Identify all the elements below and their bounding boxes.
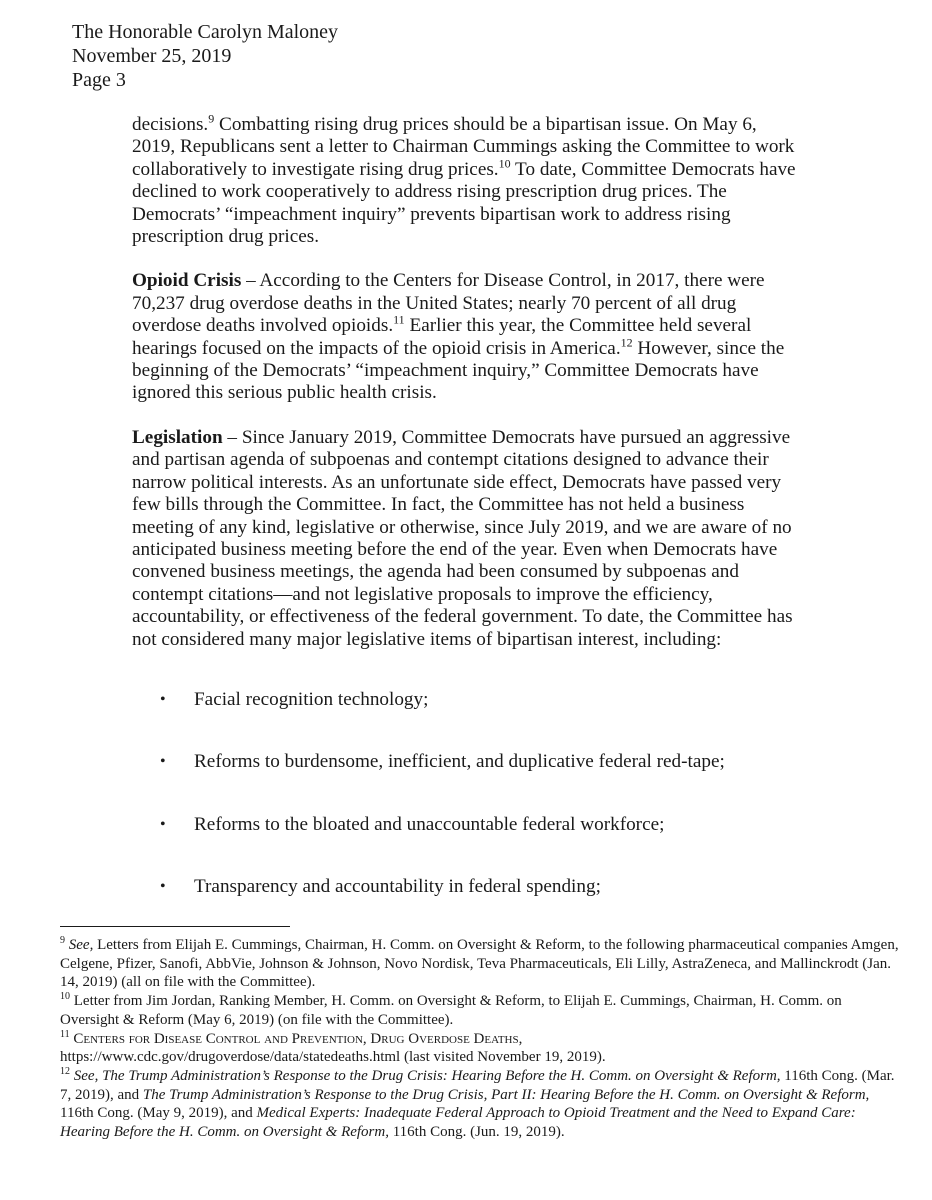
footnote-ref-12: 12 bbox=[620, 335, 633, 350]
recipient-line: The Honorable Carolyn Maloney bbox=[72, 21, 339, 43]
footnote-hearing-1: See, The Trump Administration’s Response to the Drug Crisis: Hearing Before the H. Comm. on Oversight & Reform, bbox=[73, 1067, 781, 1084]
footnote-text: Letter from Jim Jordan, Ranking Member, H. Comm. on Oversight & Reform, to Elijah E. Cummings, Chairman, H. Comm. on Oversight & Reform (May 6, 2019) (on file with the Committee). bbox=[60, 993, 842, 1028]
page-number: Page 3 bbox=[72, 69, 126, 91]
footnote-ref-9: 9 bbox=[208, 111, 215, 126]
list-item bbox=[132, 814, 804, 836]
footnote-hearing-3: Medical Experts: Inadequate Federal Approach to Opioid Treatment and the Need to Expand Care: Hearing Before the H. Comm. on Oversight & Reform, bbox=[60, 1105, 856, 1141]
paragraph-drug-prices bbox=[132, 111, 804, 248]
p1-text-b: Combatting rising drug prices should be a bipartisan issue. On May 6, 2019, Republicans sent a letter to Chairman Cummings asking the Committee to work collaboratively to investigate rising drug prices. bbox=[132, 114, 795, 180]
footnote-ref-11: 11 bbox=[393, 312, 405, 327]
footnote-text: 116th Cong. (Jun. 19, 2019). bbox=[388, 1124, 565, 1141]
footnote-number: 9 bbox=[60, 935, 65, 946]
list-item-text: Transparency and accountability in federal spending; bbox=[194, 876, 601, 898]
footnote-9 bbox=[60, 936, 900, 992]
list-item-text: Reforms to burdensome, inefficient, and duplicative federal red-tape; bbox=[194, 751, 725, 773]
bullet-icon: • bbox=[160, 690, 166, 708]
p1-text-a: decisions. bbox=[132, 114, 209, 135]
p2-text-b: Earlier this year, the Committee held several hearings focused on the impacts of the opioid crisis in America. bbox=[132, 315, 752, 359]
paragraph-legislation bbox=[132, 427, 804, 651]
footnote-text: 116th Cong. (May 9, 2019), and bbox=[60, 1105, 257, 1122]
footnotes bbox=[60, 936, 900, 1142]
bullet-icon: • bbox=[160, 815, 166, 833]
footnote-number: 11 bbox=[60, 1028, 70, 1040]
footnote-signal: See, bbox=[68, 937, 94, 953]
footnote-text: Letters from Elijah E. Cummings, Chairman, H. Comm. on Oversight & Reform, to the following pharmaceutical companies Amgen, Celgene, Pfizer, Sanofi, AbbVie, Johnson & Johnson, Novo Nordisk, Teva Pharmaceuticals, Eli Lilly, AstraZeneca, and Mallinckrodt (Jan. 14, 2019) (all on file with the Committee). bbox=[60, 937, 899, 991]
footnote-text: 116th Cong. (Mar. 7, 2019), and bbox=[60, 1067, 895, 1103]
bullet-icon: • bbox=[160, 878, 166, 896]
footnote-number: 12 bbox=[60, 1065, 70, 1077]
list-item bbox=[132, 751, 804, 773]
letterhead bbox=[72, 20, 338, 92]
p2-text-c: However, since the beginning of the Democrats’ “impeachment inquiry,” Committee Democrats have ignored this serious public health crisis. bbox=[132, 337, 785, 404]
p1-text-c: To date, Committee Democrats have declined to work cooperatively to address rising prescription drug prices. The Democrats’ “impeachment inquiry” prevents bipartisan work to address rising prescription drug prices. bbox=[132, 158, 796, 248]
footnote-url: https://www.cdc.gov/drugoverdose/data/statedeaths.html (last visited November 19, 2019). bbox=[60, 1049, 606, 1066]
footnote-11 bbox=[60, 1030, 900, 1067]
list-item bbox=[132, 689, 804, 711]
paragraph-opioid-crisis bbox=[132, 270, 804, 404]
list-item-text: Facial recognition technology; bbox=[194, 688, 429, 710]
footnote-source-title: Centers for Disease Control and Prevention, Drug Overdose Deaths, bbox=[73, 1030, 523, 1047]
footnote-10 bbox=[60, 992, 900, 1029]
footnote-number: 10 bbox=[60, 991, 70, 1003]
footnote-separator bbox=[60, 926, 290, 927]
opioid-crisis-heading: Opioid Crisis bbox=[132, 270, 242, 292]
legislation-heading: Legislation bbox=[132, 426, 223, 448]
bullet-icon: • bbox=[160, 753, 166, 771]
footnote-hearing-2: The Trump Administration’s Response to the Drug Crisis, Part II: Hearing Before the H. Comm. on Oversight & Reform, bbox=[142, 1086, 870, 1103]
footnote-ref-10: 10 bbox=[498, 156, 511, 171]
date-line: November 25, 2019 bbox=[72, 45, 232, 67]
p3-text: – Since January 2019, Committee Democrats have pursued an aggressive and partisan agenda of subpoenas and contempt citations designed to advance their narrow political interests. As an unfortunate side effect, Democrats have passed very few bills through the Committee. In fact, the Committee has not held a business meeting of any kind, legislative or otherwise, since July 2019, and we are aware of no anticipated business meeting before the end of the year. Even when Democrats have convened business meetings, the agenda had been consumed by subpoenas and contempt citations—and not legislative proposals to improve the efficiency, accountability, or effectiveness of the federal government. To date, the Committee has not considered many major legislative items of bipartisan interest, including: bbox=[132, 426, 793, 650]
p2-text-a: – According to the Centers for Disease Control, in 2017, there were 70,237 drug overdose deaths in the United States; nearly 70 percent of all drug overdose deaths involved opioids. bbox=[132, 270, 765, 337]
footnote-12 bbox=[60, 1067, 900, 1142]
list-item-text: Reforms to the bloated and unaccountable federal workforce; bbox=[194, 813, 665, 835]
list-item bbox=[132, 876, 804, 898]
letter-body bbox=[132, 111, 804, 939]
legislative-items-list bbox=[132, 689, 804, 899]
